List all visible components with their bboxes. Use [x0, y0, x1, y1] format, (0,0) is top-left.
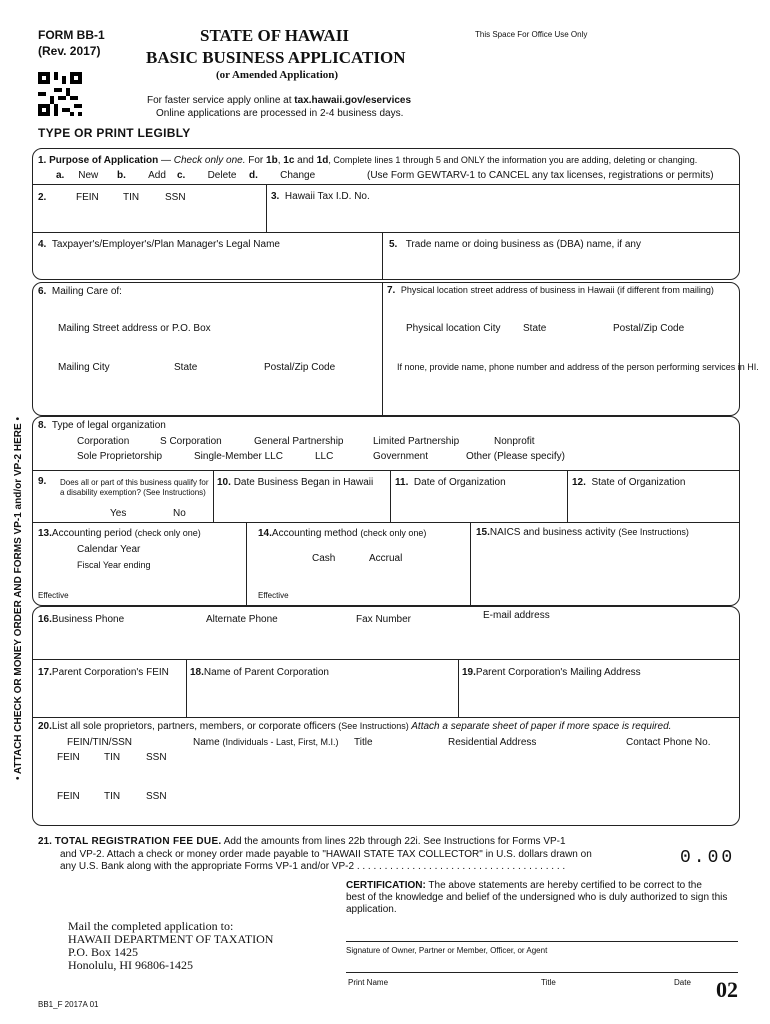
state-title: STATE OF HAWAII: [200, 26, 349, 45]
disability-label-1: Does all or part of this business qualify for: [60, 478, 209, 487]
col-contact-phone: Contact Phone No.: [626, 737, 711, 748]
form-title: BASIC BUSINESS APPLICATION: [146, 48, 406, 67]
disability-label-2: a disability exemption? (See Instructions): [60, 488, 206, 497]
line-14-accounting-method: 14.Accounting method (check only one): [258, 528, 427, 539]
mail-dept: HAWAII DEPARTMENT OF TAXATION: [68, 932, 274, 946]
signature-field[interactable]: Signature of Owner, Partner or Member, Officer, or Agent: [346, 946, 548, 955]
online-processing-note: Online applications are processed in 2-4 business days.: [156, 108, 404, 119]
line-10-date-began[interactable]: 10. Date Business Began in Hawaii: [217, 477, 374, 488]
online-url-link[interactable]: tax.hawaii.gov/eservices: [294, 95, 412, 106]
line-19-parent-address[interactable]: 19.Parent Corporation's Mailing Address: [462, 667, 641, 678]
disability-no[interactable]: No: [173, 508, 186, 519]
mailing-street-field[interactable]: Mailing Street address or P.O. Box: [58, 323, 211, 334]
method-effective[interactable]: Effective: [258, 591, 289, 600]
type-print-legibly: TYPE OR PRINT LEGIBLY: [38, 126, 191, 140]
org-corporation[interactable]: Corporation: [77, 436, 130, 447]
period-calendar-year[interactable]: Calendar Year: [77, 544, 141, 555]
mail-po-box: P.O. Box 1425: [68, 945, 139, 959]
org-other[interactable]: Other (Please specify): [466, 451, 565, 462]
org-sole-proprietorship[interactable]: Sole Proprietorship: [77, 451, 163, 462]
line-13-accounting-period: 13.Accounting period (check only one): [38, 528, 201, 539]
option-change[interactable]: d. Change: [249, 170, 316, 181]
method-accrual[interactable]: Accrual: [369, 553, 403, 564]
page-number: 02: [716, 977, 738, 1002]
col-residential-address: Residential Address: [448, 737, 537, 748]
row2-tin[interactable]: TIN: [104, 791, 121, 802]
line-21-total-fee: 21. TOTAL REGISTRATION FEE DUE. Add the amounts from lines 22b through 22i. See Instructions for Forms VP-1: [38, 836, 566, 847]
line-12-state-organization[interactable]: 12. State of Organization: [572, 477, 686, 488]
option-add[interactable]: b. Add: [117, 170, 166, 181]
mailing-state-field[interactable]: State: [174, 362, 198, 373]
line-15-naics[interactable]: 15.NAICS and business activity (See Instructions): [476, 527, 689, 538]
row1-fein[interactable]: FEIN: [57, 752, 80, 763]
print-name-field[interactable]: Print Name: [348, 978, 389, 987]
online-service-note: For faster service apply online at tax.hawaii.gov/eservices: [147, 95, 412, 106]
physical-zip-field[interactable]: Postal/Zip Code: [613, 323, 685, 334]
disability-yes[interactable]: Yes: [110, 508, 127, 519]
title-field[interactable]: Title: [541, 978, 556, 987]
alternate-phone-field[interactable]: Alternate Phone: [206, 614, 278, 625]
total-fee-amount[interactable]: 0.00: [680, 848, 736, 868]
email-field[interactable]: E-mail address: [483, 610, 550, 621]
line-7-physical-address[interactable]: 7. Physical location street address of business in Hawaii (if different from mailing): [387, 285, 714, 296]
date-field[interactable]: Date: [674, 978, 691, 987]
period-fiscal-year[interactable]: Fiscal Year ending: [77, 560, 151, 570]
certification-text-2: best of the knowledge and belief of the undersigned who is duly authorized to sign this: [346, 892, 728, 903]
physical-none-note: If none, provide name, phone number and address of the person performing services in HI.: [397, 362, 759, 372]
org-general-partnership[interactable]: General Partnership: [254, 436, 344, 447]
col-name: Name (Individuals - Last, First, M.I.): [193, 737, 339, 748]
org-single-member-llc[interactable]: Single-Member LLC: [194, 451, 283, 462]
row2-ssn[interactable]: SSN: [146, 791, 167, 802]
certification: CERTIFICATION: The above statements are hereby certified to be correct to the: [346, 880, 702, 891]
line-17-parent-fein[interactable]: 17.Parent Corporation's FEIN: [38, 667, 169, 678]
line-2-id-type: 2.: [38, 192, 47, 203]
option-ssn[interactable]: SSN: [165, 192, 186, 203]
org-llc[interactable]: LLC: [315, 451, 334, 462]
col-title: Title: [354, 737, 373, 748]
line-4-legal-name[interactable]: 4. Taxpayer's/Employer's/Plan Manager's Legal Name: [38, 239, 280, 250]
mail-city: Honolulu, HI 96806-1425: [68, 958, 193, 972]
line-5-dba-name[interactable]: 5. Trade name or doing business as (DBA) name, if any: [389, 239, 641, 250]
period-effective[interactable]: Effective: [38, 591, 69, 600]
line-21-text-3: any U.S. Bank along with the appropriate Forms VP-1 and/or VP-2 . . . . . . . . . . . . . . . . . . . . . . . . . . . . . . . . . . . . . .: [60, 861, 566, 872]
line-20-officers: 20.List all sole proprietors, partners, members, or corporate officers (See Instructions) Attach a separate sheet of paper if more space is required.: [38, 721, 672, 732]
org-nonprofit[interactable]: Nonprofit: [494, 436, 535, 447]
row1-ssn[interactable]: SSN: [146, 752, 167, 763]
row2-fein[interactable]: FEIN: [57, 791, 80, 802]
org-government[interactable]: Government: [373, 451, 429, 462]
line-1-purpose: 1. Purpose of Application — Check only one. For 1b, 1c and 1d, Complete lines 1 through 5 and ONLY the information you are adding, deleting or changing.: [38, 155, 698, 166]
section-lines-6-7: [32, 282, 740, 416]
section-lines-16-20: [32, 606, 740, 826]
option-delete[interactable]: c. Delete: [177, 170, 237, 181]
option-tin[interactable]: TIN: [123, 192, 140, 203]
option-new[interactable]: a. New: [56, 170, 99, 181]
form-code: BB1_F 2017A 01: [38, 1000, 99, 1009]
option-fein[interactable]: FEIN: [76, 192, 99, 203]
mailing-zip-field[interactable]: Postal/Zip Code: [264, 362, 336, 373]
section-lines-1-5: [32, 148, 740, 280]
certification-text-3: application.: [346, 904, 397, 915]
qr-code-icon: [38, 72, 82, 116]
physical-state-field[interactable]: State: [523, 323, 547, 334]
line-9-disability: 9.: [38, 476, 47, 487]
org-s-corporation[interactable]: S Corporation: [160, 436, 222, 447]
physical-city-field[interactable]: Physical location City: [406, 323, 501, 334]
fax-number-field[interactable]: Fax Number: [356, 614, 412, 625]
form-revision: (Rev. 2017): [38, 44, 101, 58]
line-3-hawaii-tax-id[interactable]: 3. Hawaii Tax I.D. No.: [271, 191, 370, 202]
line-21-text-2: and VP-2. Attach a check or money order made payable to "HAWAII STATE TAX COLLECTOR" in U.S. dollars drawn on: [60, 849, 592, 860]
method-cash[interactable]: Cash: [312, 553, 336, 564]
col-fein-tin-ssn: FEIN/TIN/SSN: [67, 737, 133, 748]
office-use-note: This Space For Office Use Only: [475, 30, 588, 39]
mailing-city-field[interactable]: Mailing City: [58, 362, 110, 373]
org-limited-partnership[interactable]: Limited Partnership: [373, 436, 460, 447]
form-id: FORM BB-1: [38, 28, 105, 42]
line-16-business-phone[interactable]: 16.Business Phone: [38, 614, 125, 625]
cancel-note: (Use Form GEWTARV-1 to CANCEL any tax licenses, registrations or permits): [367, 170, 714, 181]
mail-instruction: Mail the completed application to:: [68, 919, 234, 933]
line-8-legal-organization: 8. Type of legal organization: [38, 420, 166, 431]
line-18-parent-name[interactable]: 18.Name of Parent Corporation: [190, 667, 329, 678]
form-subtitle: (or Amended Application): [216, 69, 339, 81]
row1-tin[interactable]: TIN: [104, 752, 121, 763]
line-11-date-organization[interactable]: 11. Date of Organization: [395, 477, 506, 488]
line-6-mailing-care-of[interactable]: 6. Mailing Care of:: [38, 286, 122, 297]
side-attach-note: • ATTACH CHECK OR MONEY ORDER AND FORMS VP-1 and/or VP-2 HERE •: [13, 417, 24, 780]
